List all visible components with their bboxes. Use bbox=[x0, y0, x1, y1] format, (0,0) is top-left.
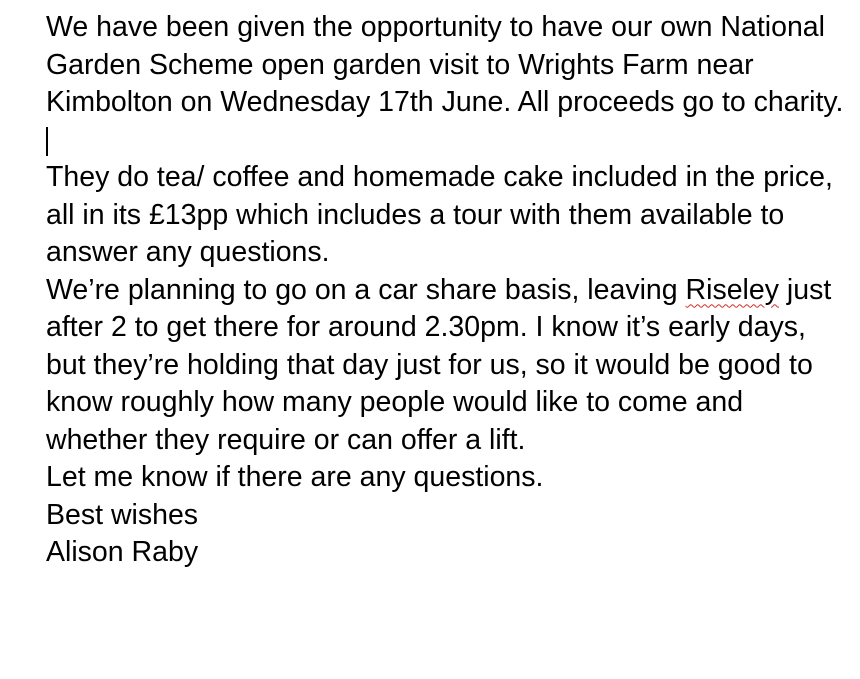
travel-text-before: We’re planning to go on a car share basis, leaving bbox=[46, 273, 686, 306]
paragraph-travel-plan bbox=[46, 272, 846, 460]
empty-line[interactable] bbox=[46, 122, 846, 160]
paragraph-pricing: They do tea/ coffee and homemade cake included in the price, all in its £13pp which includes a tour with them available to answer any questions. bbox=[46, 161, 833, 268]
paragraph-questions: Let me know if there are any questions. bbox=[46, 461, 544, 493]
sign-off: Best wishes bbox=[46, 498, 199, 531]
document-body[interactable] bbox=[46, 9, 846, 572]
misspelled-word[interactable]: Riseley bbox=[685, 273, 779, 306]
signature-name: Alison Raby bbox=[46, 536, 199, 568]
paragraph-invitation: We have been given the opportunity to have our own National Garden Scheme open garden visit to Wrights Farm near Kimbolton on Wednesday 17th June. All proceeds go to charity. bbox=[46, 11, 844, 118]
travel-text-after: just after 2 to get there for around 2.30pm. I know it’s early days, but they’re holding that day just for us, so it would be good to know roughly how many people would like to come and whether they require or can offer a lift. bbox=[46, 273, 832, 456]
text-cursor bbox=[46, 127, 48, 156]
